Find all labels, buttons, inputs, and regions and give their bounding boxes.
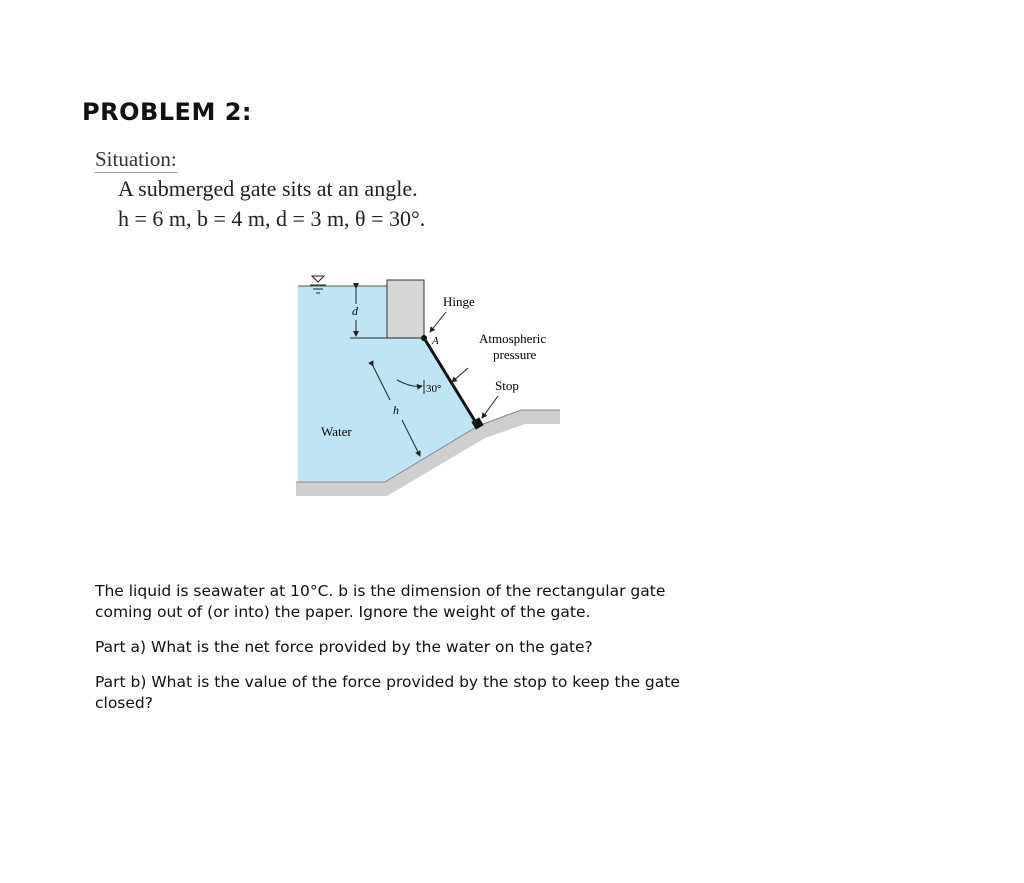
- angle-label: 30°: [426, 383, 442, 395]
- pressure-label: pressure: [493, 347, 537, 362]
- part-a-question: Part a) What is the net force provided by the water on the gate?: [95, 638, 593, 656]
- atmospheric-leader: [452, 368, 468, 382]
- a-label: A: [432, 335, 439, 347]
- situation-heading: Situation:: [95, 147, 177, 171]
- water-label: Water: [321, 424, 352, 439]
- problem-title: PROBLEM 2:: [82, 98, 252, 126]
- atmospheric-label: Atmospheric: [479, 331, 547, 346]
- d-label: d: [352, 304, 358, 318]
- stop-leader: [482, 396, 498, 418]
- concrete-block: [387, 280, 424, 338]
- gate-diagram: [290, 268, 580, 500]
- situation-description: A submerged gate sits at an angle.: [118, 176, 418, 201]
- stop-label: Stop: [495, 378, 519, 393]
- part-b-question: Part b) What is the value of the force provided by the stop to keep the gate closed?: [95, 673, 680, 712]
- situation-parameters: h = 6 m, b = 4 m, d = 3 m, θ = 30°.: [118, 206, 426, 231]
- hinge-label: Hinge: [443, 294, 475, 309]
- hinge-leader: [430, 312, 446, 332]
- h-label: h: [393, 403, 399, 417]
- problem-description: The liquid is seawater at 10°C. b is the dimension of the rectangular gate coming out of (or into) the paper. Ignore the weight of the gate.: [95, 582, 666, 621]
